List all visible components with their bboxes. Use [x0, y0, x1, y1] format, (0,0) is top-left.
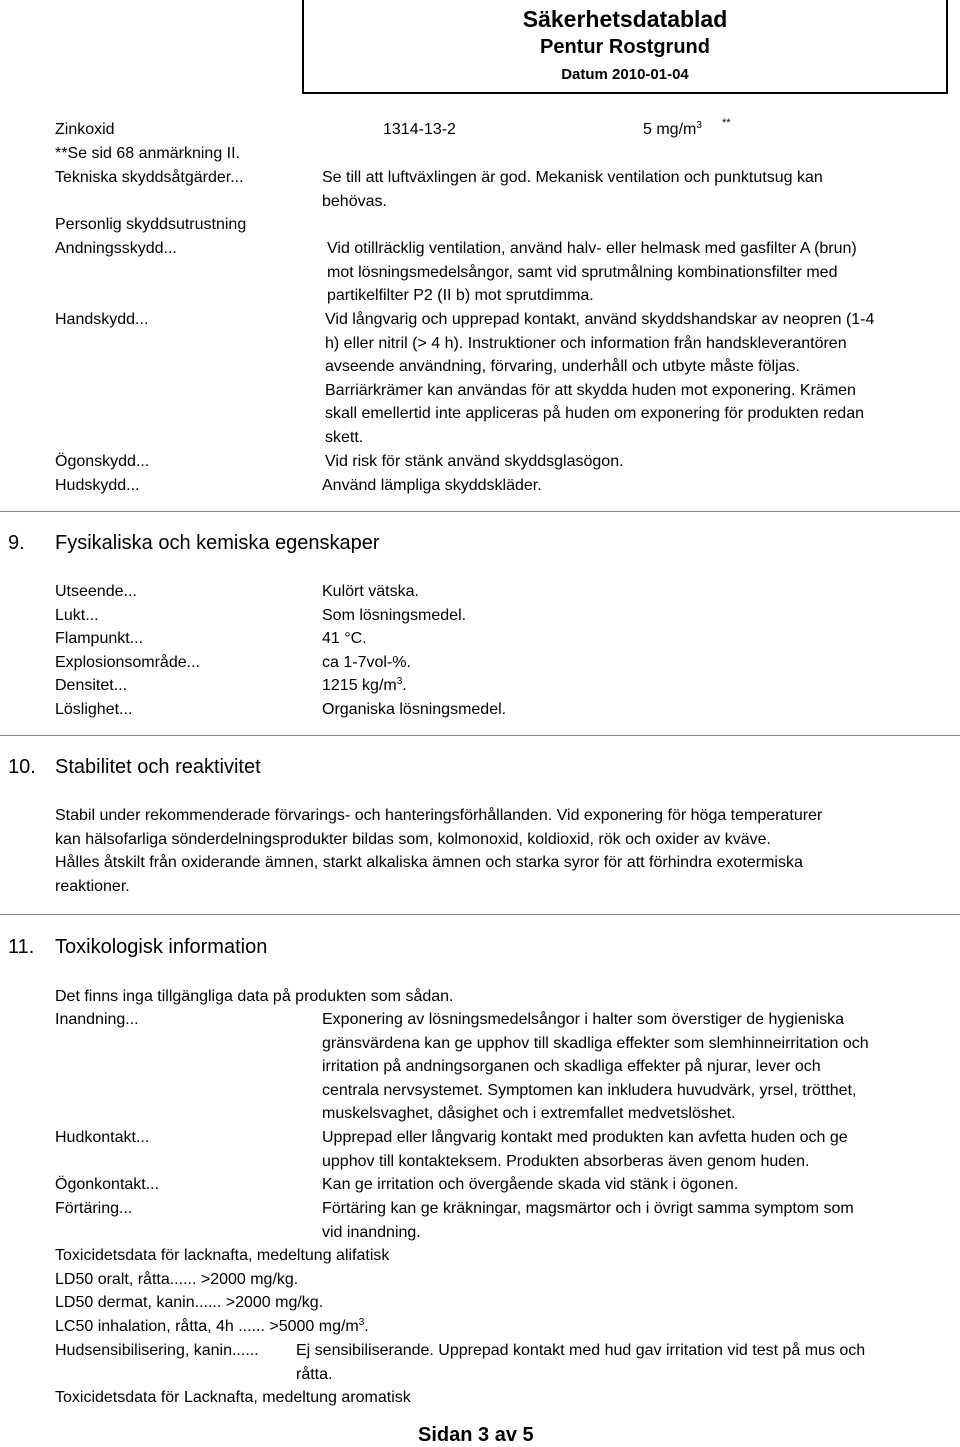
respiratory-text: Vid otillräcklig ventilation, använd halv- eller helmask med gasfilter A (brun) mot lösningsmedelsångor, samt vid sprutmålning kombinationsfilter med partikelfilter P2 (II b) mot sprutdimma. — [327, 240, 857, 304]
tox-data-title-aromatic: Toxicidetsdata för Lacknafta, medeltung aromatisk — [55, 1389, 411, 1406]
skin-text: Använd lämpliga skyddskläder. — [322, 477, 542, 494]
ld50-dermal: LD50 dermat, kanin...... >2000 mg/kg. — [55, 1294, 324, 1311]
personal-protection-heading: Personlig skyddsutrustning — [55, 216, 247, 233]
separator — [0, 735, 960, 736]
zinc-limit: 5 $mg/m^3$ — [643, 120, 702, 138]
zinc-cas: 1314-13-2 — [383, 121, 456, 138]
skin-contact-text: Upprepad eller långvarig kontakt med produkten kan avfetta huden och ge upphov till kontakteksem. Produkten absorberas även genom huden. — [322, 1129, 848, 1170]
header-box — [302, 0, 948, 94]
see-note: **Se sid 68 anmärkning II. — [55, 145, 240, 162]
document-title: Säkerhetsdatablad — [522, 6, 728, 32]
inhalation-label: Inandning... — [55, 1011, 139, 1028]
product-name: Pentur Rostgrund — [540, 36, 710, 58]
stability-text: Stabil under rekommenderade förvarings- och hanteringsförhållanden. Vid exponering för höga temperaturer kan hälsofarliga sönderdelningsprodukter bildas som, kolmonoxid, koldioxid, rök och oxider av kväve. Hålles åtskilt från oxiderande ämnen, starkt alkaliska ämnen och starka syror för att förhindra exotermiska reaktioner. — [55, 807, 823, 895]
tox-intro: Det finns inga tillgängliga data på produkten som sådan. — [55, 988, 454, 1005]
eye-label: Ögonskydd... — [55, 453, 150, 470]
ld50-oral: LD50 oralt, råtta...... >2000 mg/kg. — [55, 1271, 299, 1288]
hand-text: Vid långvarig och upprepad kontakt, använd skyddshandskar av neopren (1-4 h) eller nitril (> 4 h). Instruktioner och information från handskleverantören avseende användning, förvaring, underhåll och utbyte måste följas. Barriärkrämer kan användas för att skydda huden mot exponering. Krämen skall emellertid inte appliceras på huden om exponering för produkten redan skett. — [325, 311, 875, 446]
inhalation-text: Exponering av lösningsmedelsångor i halter som överstiger de hygieniska gränsvärdena kan ge upphov till skadliga effekter som slemhinneirritation och irritation på andningsorganen och skadliga effekter på njurar, lever och centrala nervsystemet. Symptomen kan inkludera huvudvärk, yrsel, trötthet, muskelsvaghet, dåsighet och i extremfallet medvetslöshet. — [322, 1011, 869, 1122]
technical-text: Se till att luftväxlingen är god. Mekanisk ventilation och punktutsug kan behövas. — [322, 169, 823, 210]
zinc-name: Zinkoxid — [55, 121, 115, 138]
properties-values: Kulört vätska. Som lösningsmedel. 41 °C. ca 1-7vol-%. 1215 $kg/m^3$. Organiska lösningsmedel. — [322, 583, 507, 718]
skin-label: Hudskydd... — [55, 477, 140, 494]
section-11-title: Toxikologisk information — [55, 936, 268, 958]
ingestion-text: Förtäring kan ge kräkningar, magsmärtor och i övrigt samma symptom som vid inandning. — [322, 1200, 854, 1241]
properties-labels: Utseende... Lukt... Flampunkt... Explosionsområde... Densitet... Löslighet... — [55, 583, 200, 718]
ingestion-label: Förtäring... — [55, 1200, 133, 1217]
separator — [0, 914, 960, 915]
section-9-title: Fysikaliska och kemiska egenskaper — [55, 532, 380, 554]
page-number: Sidan 3 av 5 — [418, 1424, 534, 1446]
sensitization-label: Hudsensibilisering, kanin...... — [55, 1342, 259, 1359]
hand-label: Handskydd... — [55, 311, 149, 328]
section-10-title: Stabilitet och reaktivitet — [55, 756, 261, 778]
technical-label: Tekniska skyddsåtgärder... — [55, 169, 244, 186]
separator — [0, 511, 960, 512]
eye-contact-label: Ögonkontakt... — [55, 1176, 160, 1193]
lc50-inhalation: LC50 inhalation, råtta, 4h ...... >5000 $mg/m^3$. — [55, 1317, 369, 1335]
eye-text: Vid risk för stänk använd skyddsglasögon. — [325, 453, 624, 470]
sensitization-text: Ej sensibiliserande. Upprepad kontakt med hud gav irritation vid test på mus och råtta. — [296, 1342, 866, 1383]
document-date: Datum 2010-01-04 — [561, 66, 689, 83]
skin-contact-label: Hudkontakt... — [55, 1129, 150, 1146]
respiratory-label: Andningsskydd... — [55, 240, 177, 257]
zinc-note: ** — [722, 117, 731, 129]
tox-data-title-aliphatic: Toxicidetsdata för lacknafta, medeltung alifatisk — [55, 1247, 390, 1264]
eye-contact-text: Kan ge irritation och övergående skada vid stänk i ögonen. — [322, 1176, 739, 1193]
